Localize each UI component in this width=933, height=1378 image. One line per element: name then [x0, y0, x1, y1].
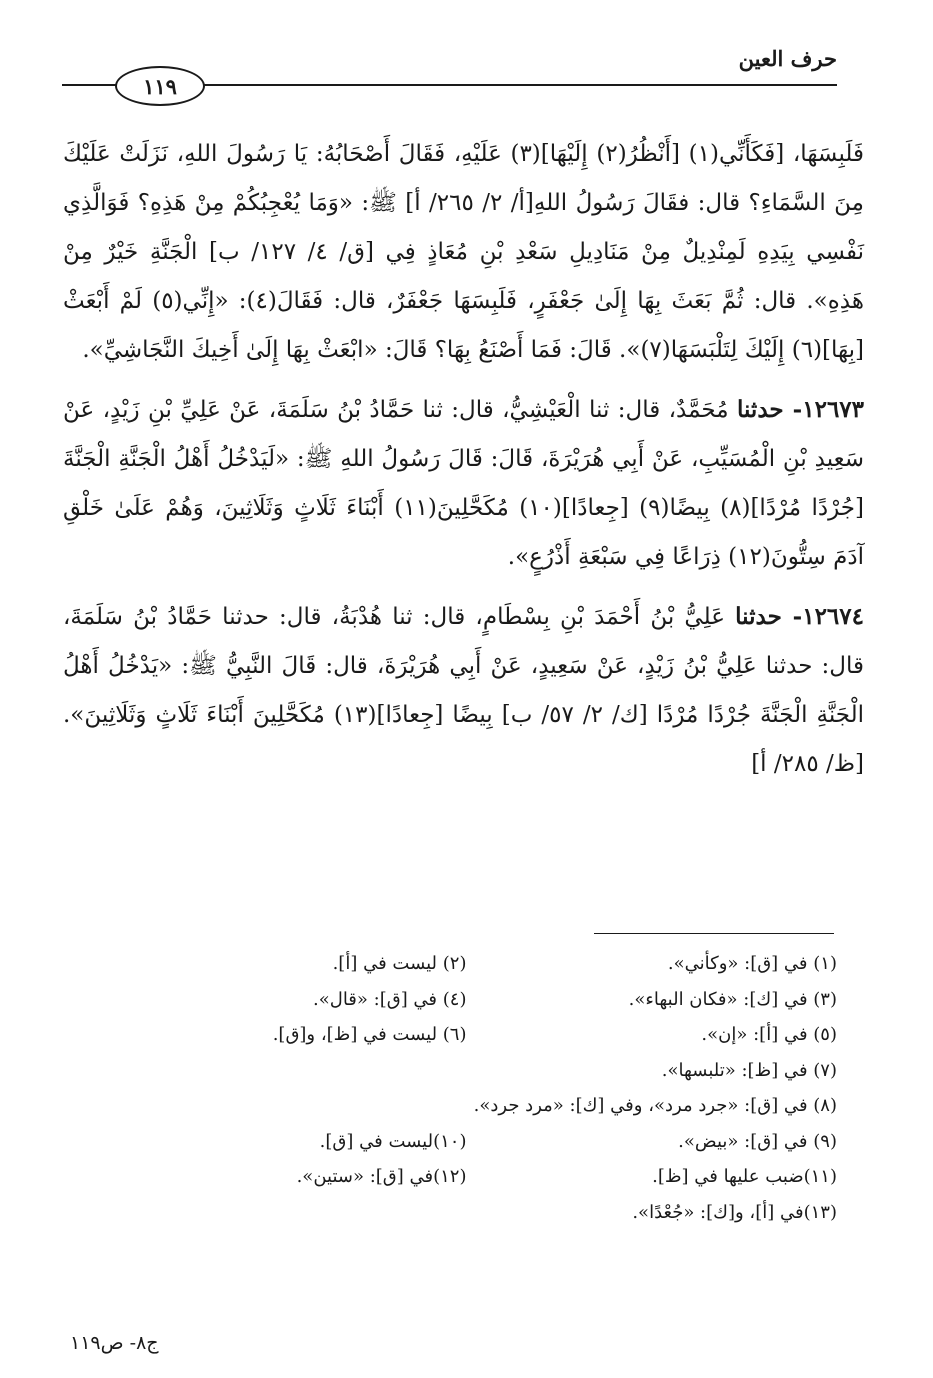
footnote-row [96, 1195, 837, 1231]
footnote-rule [594, 933, 834, 934]
footnote: (١٣)في [أ]، و[ك]: «جُعْدًا». [632, 1201, 837, 1223]
footnote-row [96, 946, 837, 982]
footnote-row [96, 982, 837, 1018]
hadith-text: عَلِيُّ بْنُ أَحْمَدَ بْنِ بِسْطَامٍ، قال: ثنا هُدْبَةُ، قال: حدثنا حَمَّادُ بْنُ سَلَمَةَ، قال: حدثنا عَلِيُّ بْنُ زَيْدٍ، عَنْ سَعِيدٍ، عَنْ أَبِي هُرَيْرَةَ، قال: قَالَ النَّبِيُّ ﷺ: «يَدْخُلُ أَهْلُ الْجَنَّةِ الْجَنَّةَ جُرْدًا مُرْدًا [ك/ ٢/ ٥٧/ ب] بِيضًا [جِعادًا](١٣) مُكَحَّلِينَ أَبْنَاءَ ثَلَاثٍ وَثَلَاثِينَ». [ظ/ ٢٨٥/ أ] [63, 604, 865, 777]
running-header-title: حرف العين [738, 46, 837, 71]
footnotes [96, 946, 837, 1230]
volume-page-reference: ج٨- ص١١٩ [70, 1332, 159, 1354]
footnote-row [96, 1124, 837, 1160]
footnote: (١٠)ليست في [ق]. [319, 1130, 467, 1152]
paragraph-continuation [63, 130, 864, 375]
page-number: ١١٩ [143, 73, 177, 99]
footnote-row [96, 1017, 837, 1053]
body-text [63, 130, 864, 789]
footnote: (٩) في [ق]: «بيض». [678, 1130, 837, 1152]
hadith-number: ١٢٦٧٤- حدثنا [735, 603, 864, 630]
footnote: (٦) ليست في [ظ]، و[ق]. [272, 1024, 467, 1046]
hadith-number: ١٢٦٧٣- حدثنا [736, 396, 865, 423]
footnote: (٥) في [أ]: «إن». [701, 1024, 837, 1046]
footnote: (٤) في [ق]: «قال». [313, 988, 467, 1010]
hadith-text: مُحَمَّدٌ، قال: ثنا الْعَيْشِيُّ، قال: ثنا حَمَّادُ بْنُ سَلَمَةَ، عَنْ عَلِيِّ بْنِ زَيْدٍ، عَنْ سَعِيدِ بْنِ الْمُسَيِّبِ، عَنْ أَبِي هُرَيْرَةَ، قَالَ: قَالَ رَسُولُ اللهِ ﷺ: «لَيَدْخُلُ أَهْلُ الْجَنَّةِ الْجَنَّةَ [جُرْدًا مُرْدًا](٨) بِيضًا(٩) [جِعادًا](١٠) مُكَحَّلِينَ(١١) أَبْنَاءَ ثَلَاثٍ وَثَلَاثِينَ، وَهُمْ عَلَىٰ خَلْقِ آدَمَ سِتُّونَ(١٢) ذِرَاعًا فِي سَبْعَةِ أَذْرُعٍ». [63, 397, 864, 570]
footnote: (١٢)في [ق]: «ستين». [296, 1166, 467, 1188]
footnote: (٧) في [ظ]: «تلبسها». [661, 1059, 837, 1081]
footnote: (١١)ضبب عليها في [ظ]. [652, 1166, 837, 1188]
footnote: (٢) ليست في [أ]. [332, 953, 467, 975]
page-number-oval [115, 66, 205, 106]
footnote-row [96, 1159, 837, 1195]
footnote-row [96, 1088, 837, 1124]
hadith-12674 [63, 592, 864, 789]
paragraph-text: فَلَبِسَهَا، [فَكَأَنِّي(١) [أَنْظُرُ(٢) إِلَيْهَا](٣) عَلَيْهِ، فَقَالَ أَصْحَابُهُ: يَا رَسُولَ اللهِ، نَزَلَتْ عَلَيْكَ مِنَ السَّمَاءِ؟ قال: فقَالَ رَسُولُ اللهِ[أ/ ٢/ ٢٦٥/ أ] ﷺ: «وَمَا يُعْجِبُكُمْ مِنْ هَذِهِ؟ فَوَالَّذِي نَفْسِي بِيَدِهِ لَمِنْدِيلٌ مِنْ مَنَادِيلِ سَعْدِ بْنِ مُعَاذٍ فِي [ق/ ٤/ ١٢٧/ ب] الْجَنَّةِ خَيْرٌ مِنْ هَذِهِ». قال: ثُمَّ بَعَثَ بِهَا إِلَىٰ جَعْفَرٍ، فَلَبِسَهَا جَعْفَرٌ، قال: فَقَالَ(٤): «إِنِّي(٥) لَمْ أَبْعَثْ [بِهَا](٦) إِلَيْكَ لِتَلْبَسَهَا(٧)». قَالَ: فَمَا أَصْنَعُ بِهَا؟ قَالَ: «ابْعَثْ بِهَا إِلَىٰ أَخِيكَ النَّجَاشِيِّ». [63, 141, 865, 363]
footnote-row [96, 1053, 837, 1089]
footnote: (٣) في [ك]: «فكان البهاء». [628, 988, 837, 1010]
footnote: (٨) في [ق]: «جرد مرد»، وفي [ك]: «مرد جرد». [473, 1095, 837, 1117]
footnote: (١) في [ق]: «وكأني». [667, 953, 837, 975]
hadith-12673 [63, 385, 864, 582]
